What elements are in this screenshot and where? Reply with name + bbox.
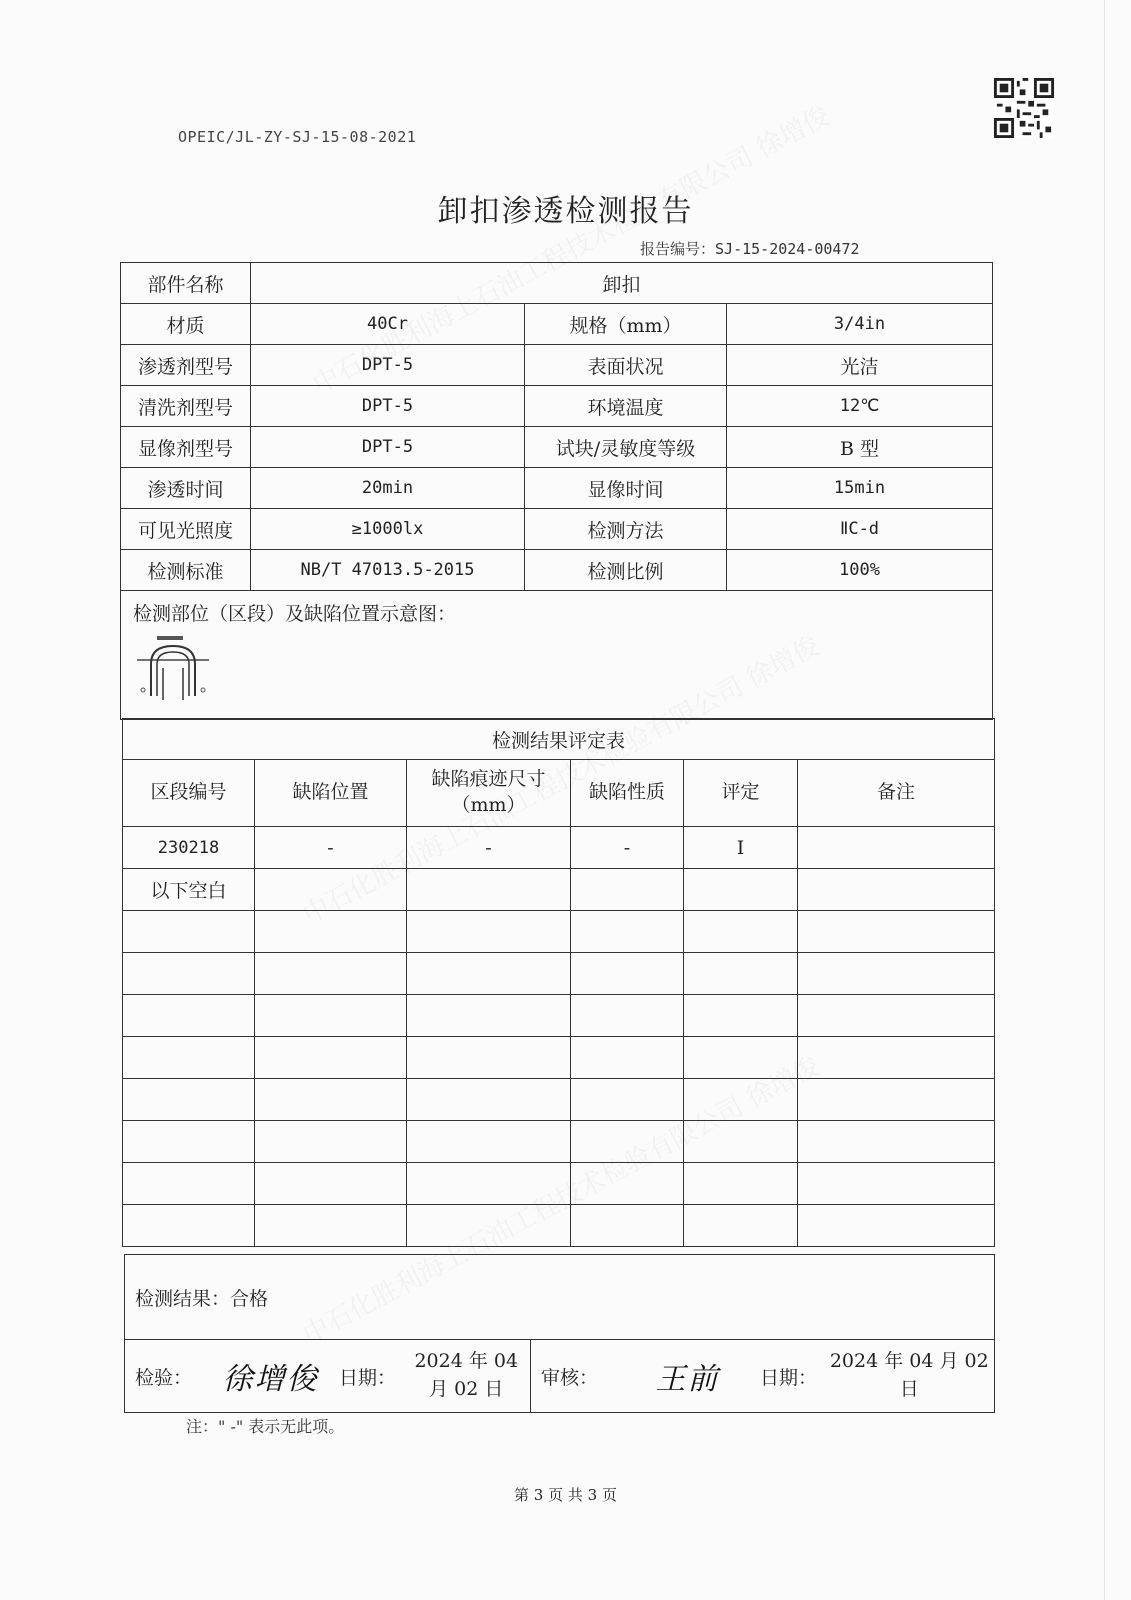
table-row	[123, 911, 995, 953]
table-cell	[571, 1037, 684, 1079]
reviewer-signature: 王前	[655, 1362, 720, 1397]
table-cell	[684, 1037, 798, 1079]
table-cell	[798, 953, 995, 995]
table-cell	[407, 1121, 571, 1163]
table-cell	[798, 1079, 995, 1121]
table-cell	[255, 1121, 407, 1163]
info-label: 可见光照度	[121, 509, 251, 550]
table-cell	[684, 1205, 798, 1247]
table-cell	[684, 1163, 798, 1205]
table-cell	[684, 1079, 798, 1121]
table-cell	[123, 911, 255, 953]
table-cell	[255, 1205, 407, 1247]
info-label: 检测比例	[525, 550, 727, 591]
table-cell	[123, 1121, 255, 1163]
table-row	[123, 953, 995, 995]
table-cell: 230218	[123, 827, 255, 869]
table-cell	[407, 1079, 571, 1121]
table-row	[123, 869, 995, 911]
part-name-label: 部件名称	[121, 263, 251, 304]
table-cell	[123, 1205, 255, 1247]
result-value: 合格	[230, 1287, 269, 1310]
table-cell	[123, 1079, 255, 1121]
blank-rows	[123, 911, 995, 1247]
diagram-cell	[121, 591, 993, 720]
info-label: 表面状况	[525, 345, 727, 386]
review-date: 2024 年 04 月 02 日	[825, 1340, 995, 1413]
table-cell	[684, 995, 798, 1037]
table-cell	[798, 827, 995, 869]
column-header: 评定	[684, 760, 798, 827]
report-number-label: 报告编号：	[640, 240, 716, 258]
column-header: 缺陷痕迹尺寸（mm）	[407, 760, 571, 827]
table-cell	[684, 911, 798, 953]
info-value: DPT-5	[251, 427, 525, 468]
info-value: ≥1000lx	[251, 509, 525, 550]
table-cell	[123, 1037, 255, 1079]
evaluation-title: 检测结果评定表	[123, 719, 995, 760]
info-row	[121, 509, 993, 550]
info-row	[121, 427, 993, 468]
table-cell	[255, 1037, 407, 1079]
table-cell	[407, 911, 571, 953]
footnote: 注：" -" 表示无此项。	[186, 1417, 345, 1436]
table-cell	[407, 1163, 571, 1205]
info-value: DPT-5	[251, 345, 525, 386]
inspection-info-table	[120, 262, 993, 720]
evaluation-table	[122, 718, 995, 1247]
info-label: 渗透剂型号	[121, 345, 251, 386]
inspector-signature-cell	[209, 1340, 333, 1413]
info-label: 渗透时间	[121, 468, 251, 509]
table-cell	[798, 995, 995, 1037]
column-header: 备注	[798, 760, 995, 827]
info-value: 20min	[251, 468, 525, 509]
inspect-date: 2024 年 04 月 02 日	[403, 1340, 531, 1413]
table-cell	[407, 869, 571, 911]
shackle-diagram	[133, 634, 213, 700]
column-header: 缺陷性质	[571, 760, 684, 827]
info-row	[121, 304, 993, 345]
result-cell	[125, 1255, 995, 1340]
info-label: 显像时间	[525, 468, 727, 509]
page-number: 第 3 页 共 3 页	[514, 1486, 617, 1504]
table-cell	[684, 869, 798, 911]
document-code: OPEIC/JL-ZY-SJ-15-08-2021	[178, 128, 417, 146]
info-value: 40Cr	[251, 304, 525, 345]
table-row	[123, 1163, 995, 1205]
reviewer-signature-cell	[623, 1340, 753, 1413]
table-cell	[407, 1037, 571, 1079]
table-cell	[255, 1163, 407, 1205]
info-value: ⅡC-d	[727, 509, 993, 550]
info-value: DPT-5	[251, 386, 525, 427]
info-row	[121, 345, 993, 386]
table-cell	[123, 953, 255, 995]
table-row	[123, 1121, 995, 1163]
info-label: 检测标准	[121, 550, 251, 591]
table-cell	[255, 911, 407, 953]
table-cell	[407, 1205, 571, 1247]
info-row	[121, 550, 993, 591]
table-cell	[407, 953, 571, 995]
diagram-row	[121, 591, 993, 720]
table-row	[123, 1205, 995, 1247]
table-cell: Ⅰ	[684, 827, 798, 869]
table-cell	[571, 911, 684, 953]
table-cell	[255, 953, 407, 995]
scan-edge	[1104, 0, 1105, 1600]
table-cell	[255, 1079, 407, 1121]
table-cell	[571, 1163, 684, 1205]
table-cell: -	[407, 827, 571, 869]
table-cell	[407, 995, 571, 1037]
result-row	[125, 1255, 995, 1340]
info-value: 100%	[727, 550, 993, 591]
table-cell	[798, 869, 995, 911]
info-label: 环境温度	[525, 386, 727, 427]
info-value: 光洁	[727, 345, 993, 386]
part-name-value: 卸扣	[251, 263, 993, 304]
qr-code-icon	[994, 78, 1054, 138]
inspect-date-label: 日期：	[333, 1340, 403, 1413]
evaluation-title-row	[123, 719, 995, 760]
signature-table	[124, 1254, 995, 1413]
table-row	[123, 827, 995, 869]
report-title: 卸扣渗透检测报告	[437, 194, 694, 229]
info-label: 试块/灵敏度等级	[525, 427, 727, 468]
table-cell	[255, 869, 407, 911]
table-row	[123, 995, 995, 1037]
reviewer-label: 审核：	[531, 1340, 623, 1413]
info-value: B 型	[727, 427, 993, 468]
table-cell	[798, 911, 995, 953]
table-cell: -	[571, 827, 684, 869]
inspector-signature: 徐增俊	[222, 1362, 319, 1397]
diagram-caption: 检测部位（区段）及缺陷位置示意图：	[133, 603, 457, 625]
table-cell	[684, 1121, 798, 1163]
table-cell	[571, 869, 684, 911]
info-label: 清洗剂型号	[121, 386, 251, 427]
info-value: 3/4in	[727, 304, 993, 345]
table-row	[123, 1079, 995, 1121]
info-label: 检测方法	[525, 509, 727, 550]
table-cell	[571, 953, 684, 995]
info-value: NB/T 47013.5-2015	[251, 550, 525, 591]
table-cell	[123, 1163, 255, 1205]
table-cell	[571, 1205, 684, 1247]
info-label: 材质	[121, 304, 251, 345]
report-number	[640, 238, 860, 259]
table-cell	[798, 1121, 995, 1163]
table-cell	[571, 995, 684, 1037]
info-value: 15min	[727, 468, 993, 509]
info-label: 规格（mm）	[525, 304, 727, 345]
table-cell	[123, 995, 255, 1037]
result-label: 检测结果：	[135, 1287, 231, 1310]
signature-row	[125, 1340, 995, 1413]
inspector-label: 检验：	[125, 1340, 209, 1413]
evaluation-header-row	[123, 760, 995, 827]
column-header: 缺陷位置	[255, 760, 407, 827]
table-cell: -	[255, 827, 407, 869]
table-cell	[684, 953, 798, 995]
table-cell	[798, 1205, 995, 1247]
table-row	[123, 1037, 995, 1079]
report-number-value: SJ-15-2024-00472	[715, 240, 860, 258]
table-cell	[571, 1079, 684, 1121]
info-value: 12℃	[727, 386, 993, 427]
info-row	[121, 386, 993, 427]
table-cell	[571, 1121, 684, 1163]
review-date-label: 日期：	[753, 1340, 825, 1413]
column-header: 区段编号	[123, 760, 255, 827]
table-cell	[798, 1163, 995, 1205]
info-label: 显像剂型号	[121, 427, 251, 468]
table-cell	[798, 1037, 995, 1079]
table-cell	[255, 995, 407, 1037]
info-row	[121, 468, 993, 509]
info-row	[121, 263, 993, 304]
table-cell: 以下空白	[123, 869, 255, 911]
